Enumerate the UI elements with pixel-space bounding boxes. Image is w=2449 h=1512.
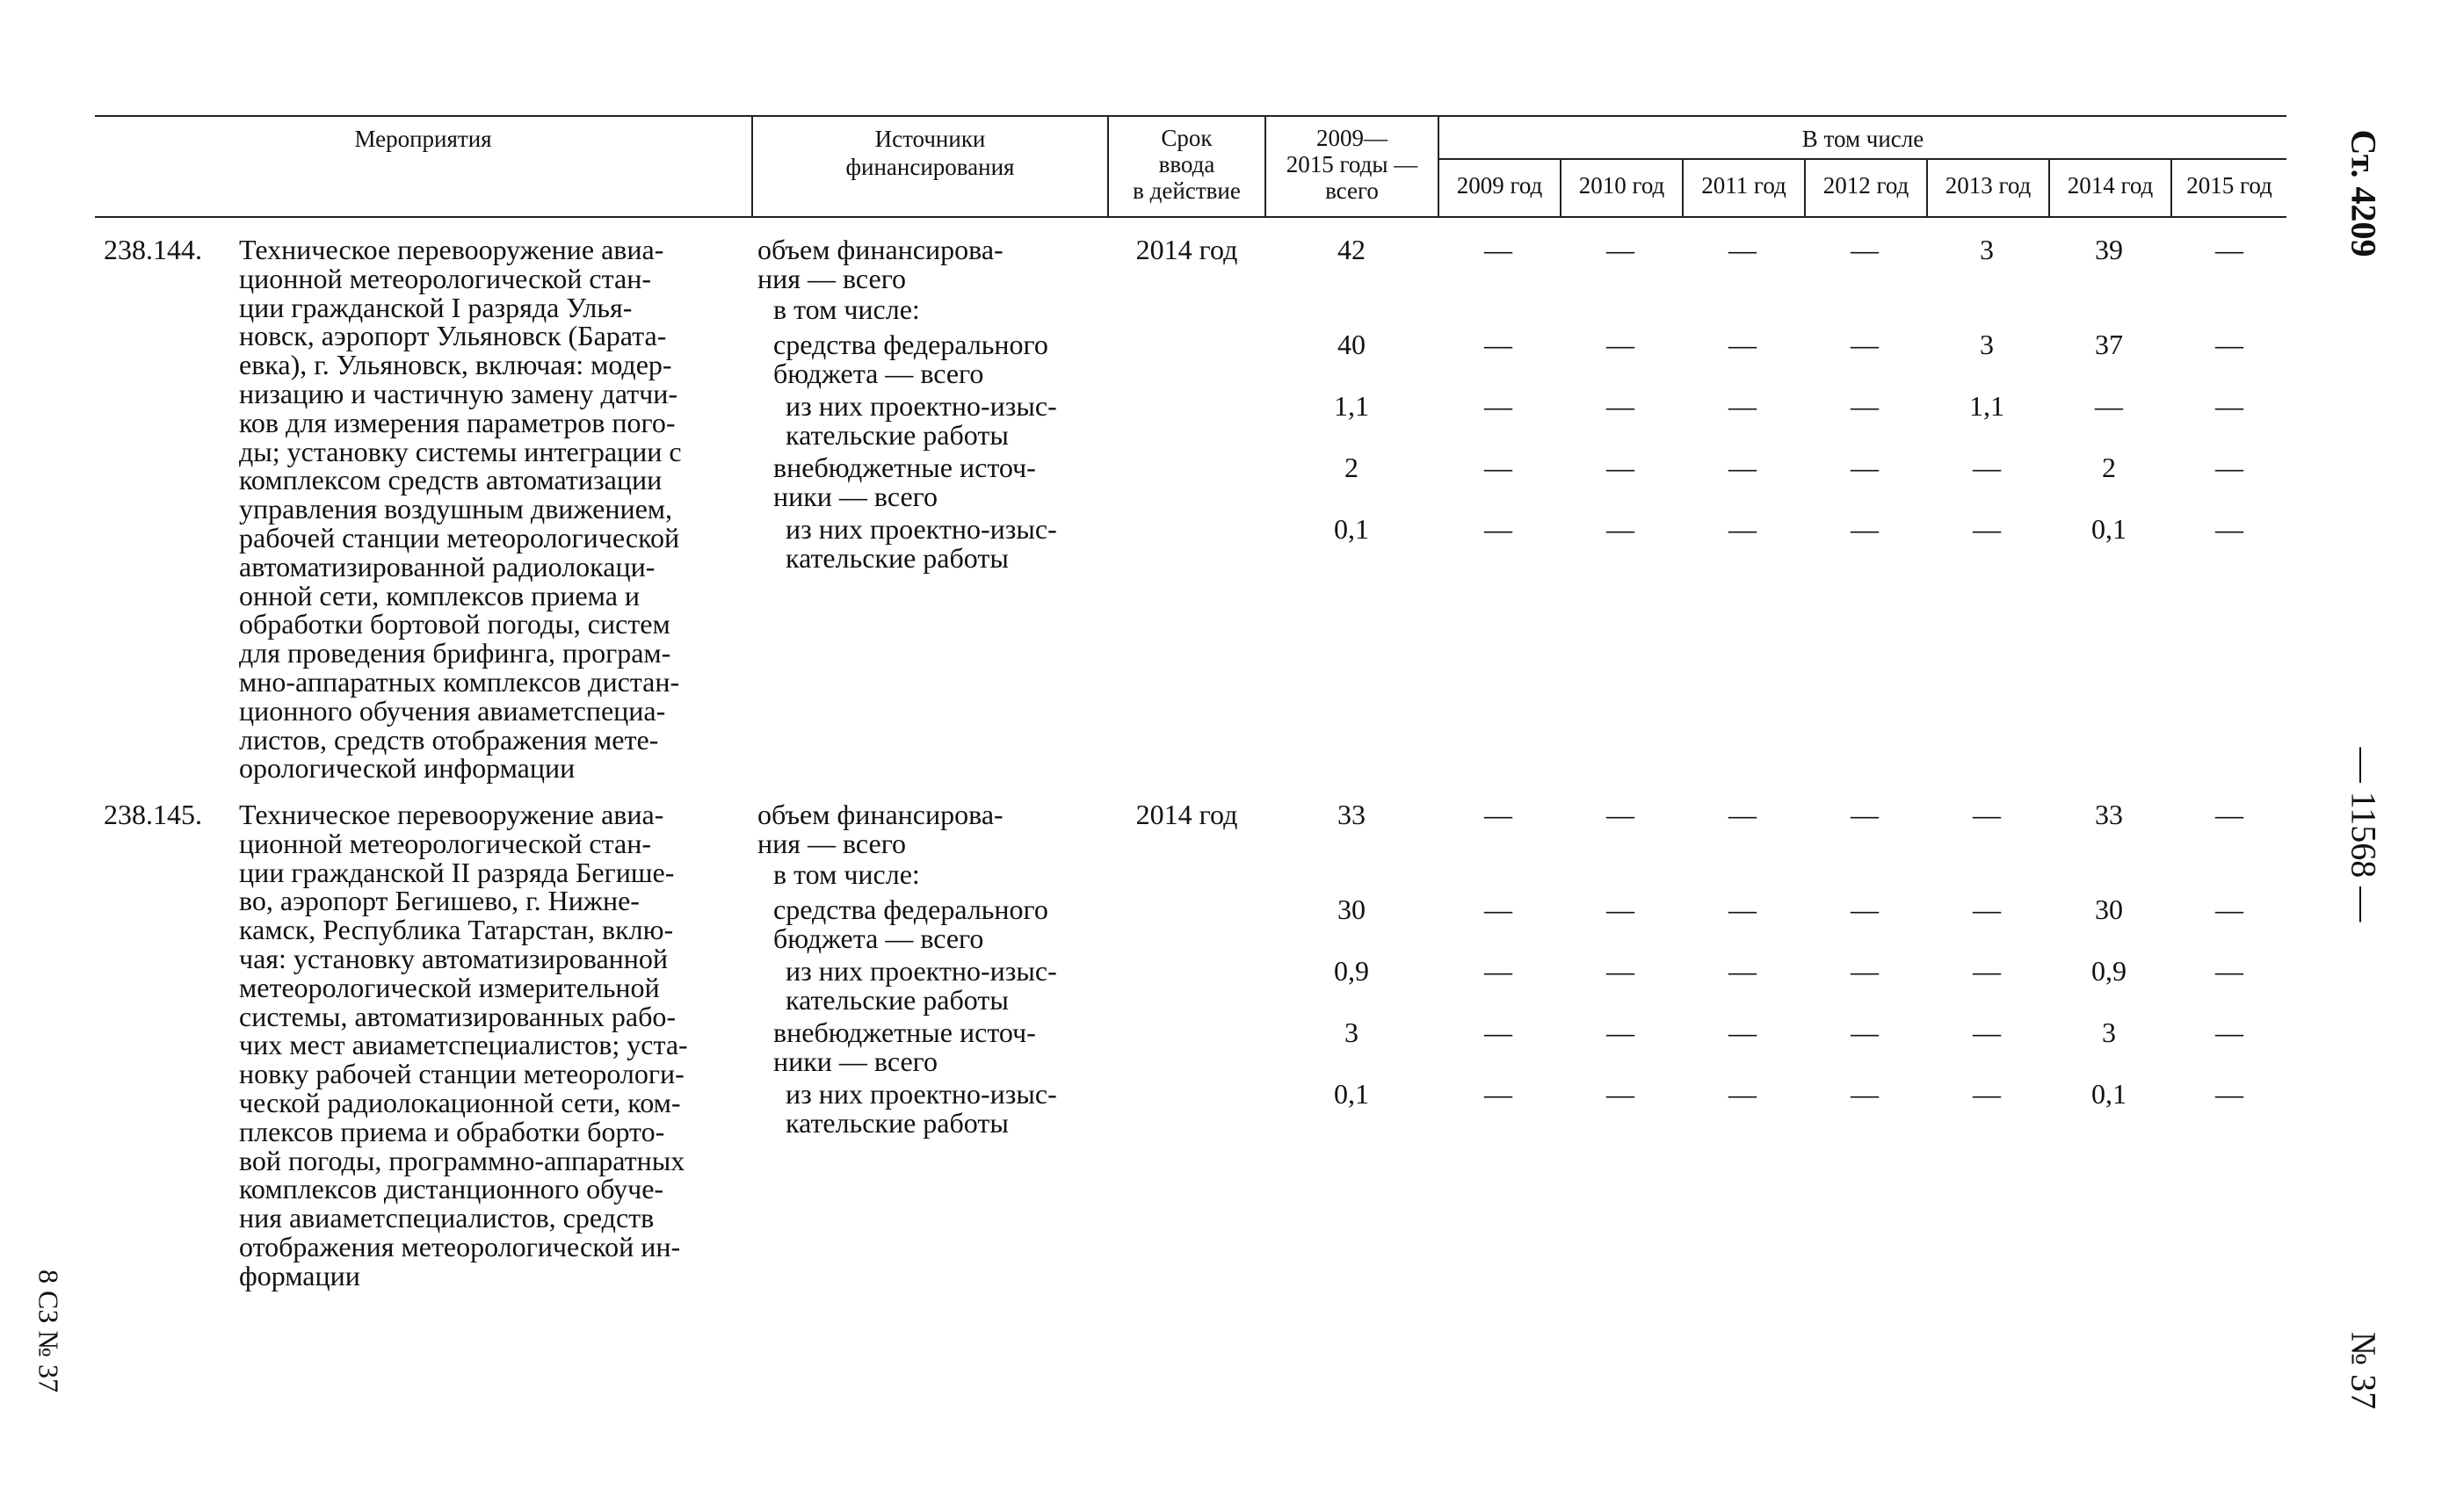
header-total-line: всего xyxy=(1325,177,1379,204)
measure-line: ционной метеорологической стан- xyxy=(239,827,651,859)
year-value: — xyxy=(1728,893,1757,925)
year-value: — xyxy=(1973,893,2001,925)
year-value: — xyxy=(2215,390,2243,422)
funding-source-line: средства федерального xyxy=(773,893,1048,925)
total-value: 0,1 xyxy=(1334,513,1369,545)
year-value: — xyxy=(2215,955,2243,987)
measure-line: новку рабочей станции метеорологи- xyxy=(239,1058,685,1090)
year-value: — xyxy=(1851,329,1879,360)
year-value: — xyxy=(2215,329,2243,360)
year-value: — xyxy=(1851,1016,1879,1048)
funding-source xyxy=(773,453,1091,511)
funding-source xyxy=(773,860,1091,889)
measure-description xyxy=(239,235,736,783)
funding-source xyxy=(786,957,1091,1015)
year-value: — xyxy=(2215,1078,2243,1110)
funding-source-line: объем финансирова- xyxy=(757,799,1004,830)
year-value: — xyxy=(1484,955,1512,987)
header-year: 2012 год xyxy=(1822,172,1909,199)
measure-line: ческой радиолокационной сети, ком- xyxy=(239,1086,681,1118)
funding-source-line: кательские работы xyxy=(786,1107,1009,1139)
measure-line: метеорологической измерительной xyxy=(239,971,660,1003)
measure-line: онной сети, комплексов приема и xyxy=(239,579,641,611)
header-mid-rule xyxy=(1438,158,2286,160)
year-value: — xyxy=(1851,513,1879,545)
header-bottom-rule xyxy=(95,216,2286,218)
total-value: 33 xyxy=(1337,799,1366,830)
year-value: — xyxy=(1728,955,1757,987)
year-value: — xyxy=(1728,452,1757,483)
measure-line: обработки бортовой погоды, систем xyxy=(239,608,670,640)
year-value: — xyxy=(1606,893,1634,925)
measure-line: автоматизированной радиолокаци- xyxy=(239,550,656,582)
total-value: 0,1 xyxy=(1334,1078,1369,1110)
year-value: — xyxy=(1728,513,1757,545)
header-term-line: ввода xyxy=(1158,151,1215,177)
year-value: — xyxy=(1973,955,2001,987)
year-value: — xyxy=(1606,452,1634,483)
total-value: 2 xyxy=(1344,452,1359,483)
funding-source-line: из них проектно-изыс- xyxy=(786,955,1057,987)
year-value: — xyxy=(1606,329,1634,360)
year-value: 2 xyxy=(2102,452,2116,483)
measure-line: вой погоды, программно-аппаратных xyxy=(239,1144,685,1176)
funding-source-line: из них проектно-изыс- xyxy=(786,390,1057,422)
year-value: — xyxy=(1973,513,2001,545)
year-value: — xyxy=(1484,234,1512,265)
measure-line: ков для измерения параметров пого- xyxy=(239,406,676,438)
year-value: — xyxy=(1606,1016,1634,1048)
header-total xyxy=(1266,125,1438,204)
year-value: — xyxy=(1484,799,1512,830)
measure-line: чая: установку автоматизированной xyxy=(239,942,669,974)
year-value: — xyxy=(2095,390,2123,422)
funding-source-line: кательские работы xyxy=(786,984,1009,1016)
year-value: — xyxy=(1606,513,1634,545)
measure-line: рабочей станции метеорологической xyxy=(239,521,680,553)
issue-number-right: № 37 xyxy=(2344,1331,2384,1410)
year-value: — xyxy=(1606,390,1634,422)
year-value: 0,1 xyxy=(2091,513,2127,545)
year-value: — xyxy=(1484,513,1512,545)
funding-source-line: ники — всего xyxy=(773,481,938,512)
measure-line: ционной метеорологической стан- xyxy=(239,262,651,294)
header-year: 2013 год xyxy=(1945,172,2032,199)
measure-description xyxy=(239,800,736,1291)
page-ref: Ст. 4209 xyxy=(2344,129,2384,257)
year-value: — xyxy=(1851,799,1879,830)
header-sources xyxy=(753,125,1107,181)
year-value: 33 xyxy=(2095,799,2123,830)
commissioning-term: 2014 год xyxy=(1135,799,1238,830)
year-value: — xyxy=(1973,452,2001,483)
funding-source xyxy=(773,1018,1091,1076)
measure-line: Техническое перевооружение авиа- xyxy=(239,799,664,830)
year-value: — xyxy=(1973,1078,2001,1110)
header-sources-line: Источники xyxy=(874,126,986,152)
measure-line: для проведения брифинга, програм- xyxy=(239,637,671,669)
year-value: — xyxy=(2215,1016,2243,1048)
header-including: В том числе xyxy=(1801,126,1924,152)
funding-source-line: в том числе: xyxy=(773,293,920,325)
header-term xyxy=(1109,125,1264,204)
year-value: 37 xyxy=(2095,329,2123,360)
year-value: — xyxy=(2215,452,2243,483)
funding-source xyxy=(786,392,1091,450)
year-value: — xyxy=(2215,893,2243,925)
funding-source-line: средства федерального xyxy=(773,329,1048,360)
year-value: — xyxy=(1851,452,1879,483)
year-value: — xyxy=(1484,452,1512,483)
year-value: — xyxy=(1728,1078,1757,1110)
year-value: — xyxy=(1484,329,1512,360)
funding-source xyxy=(773,895,1091,953)
header-year: 2010 год xyxy=(1578,172,1665,199)
year-value: 1,1 xyxy=(1969,390,2004,422)
header-year: 2009 год xyxy=(1456,172,1543,199)
year-value: — xyxy=(1728,1016,1757,1048)
measure-line: евка), г. Ульяновск, включая: модер- xyxy=(239,349,672,381)
year-value: — xyxy=(1728,799,1757,830)
year-value: — xyxy=(1851,390,1879,422)
funding-source-line: кательские работы xyxy=(786,419,1009,451)
measure-line: ния авиаметспециалистов, средств xyxy=(239,1202,655,1234)
funding-source-line: внебюджетные источ- xyxy=(773,452,1036,483)
year-value: — xyxy=(1484,390,1512,422)
issue-number-left: 8 СЗ № 37 xyxy=(33,1270,65,1393)
funding-source-line: в том числе: xyxy=(773,858,920,890)
measure-line: новск, аэропорт Ульяновск (Барата- xyxy=(239,320,667,352)
measure-line: комплексом средств автоматизации xyxy=(239,464,663,496)
year-value: — xyxy=(1728,390,1757,422)
row-id: 238.144. xyxy=(104,234,202,265)
year-value: — xyxy=(1851,234,1879,265)
year-value: — xyxy=(1973,1016,2001,1048)
total-value: 40 xyxy=(1337,329,1366,360)
year-value: 39 xyxy=(2095,234,2123,265)
header-term-line: Срок xyxy=(1161,125,1213,151)
header-year: 2011 год xyxy=(1701,172,1786,199)
year-value: — xyxy=(1484,1016,1512,1048)
funding-source-line: из них проектно-изыс- xyxy=(786,513,1057,545)
measure-line: ды; установку системы интеграции с xyxy=(239,435,682,467)
year-value: — xyxy=(1606,955,1634,987)
total-value: 0,9 xyxy=(1334,955,1369,987)
funding-source xyxy=(773,295,1091,324)
year-value: — xyxy=(1851,1078,1879,1110)
measure-line: Техническое перевооружение авиа- xyxy=(239,234,664,265)
header-term-line: в действие xyxy=(1133,177,1241,204)
header-top-rule xyxy=(95,115,2286,117)
measure-line: листов, средств отображения мете- xyxy=(239,723,659,756)
year-value: — xyxy=(1606,799,1634,830)
year-value: — xyxy=(1606,1078,1634,1110)
year-value: — xyxy=(2215,799,2243,830)
year-value: — xyxy=(1851,893,1879,925)
year-value: 0,1 xyxy=(2091,1078,2127,1110)
measure-line: во, аэропорт Бегишево, г. Нижне- xyxy=(239,885,640,917)
measure-line: мно-аппаратных комплексов дистан- xyxy=(239,665,680,698)
year-value: 30 xyxy=(2095,893,2123,925)
year-value: 3 xyxy=(2102,1016,2116,1048)
row-id: 238.145. xyxy=(104,799,202,830)
funding-source xyxy=(773,330,1091,388)
header-total-line: 2015 годы — xyxy=(1286,151,1418,177)
funding-source xyxy=(757,235,1091,293)
funding-source-line: ния — всего xyxy=(757,263,907,294)
funding-source xyxy=(786,1080,1091,1138)
funding-source-line: ния — всего xyxy=(757,828,907,859)
total-value: 1,1 xyxy=(1334,390,1369,422)
funding-source-line: объем финансирова- xyxy=(757,234,1004,265)
measure-line: ции гражданской II разряда Бегише- xyxy=(239,856,675,888)
year-value: — xyxy=(2215,234,2243,265)
commissioning-term: 2014 год xyxy=(1135,234,1238,265)
measure-line: ционного обучения авиаметспециа- xyxy=(239,694,666,727)
funding-source xyxy=(786,515,1091,573)
year-value: — xyxy=(1484,1078,1512,1110)
measure-line: камск, Республика Татарстан, вклю- xyxy=(239,914,674,946)
year-value: — xyxy=(1851,955,1879,987)
measure-line: ции гражданской I разряда Улья- xyxy=(239,291,633,323)
funding-source-line: из них проектно-изыс- xyxy=(786,1078,1057,1110)
funding-source-line: внебюджетные источ- xyxy=(773,1016,1036,1048)
header-year: 2014 год xyxy=(2067,172,2154,199)
year-value: 3 xyxy=(1980,329,1994,360)
year-value: — xyxy=(1606,234,1634,265)
doc-number: — 11568 — xyxy=(2344,747,2384,922)
year-value: — xyxy=(1484,893,1512,925)
measure-line: системы, автоматизированных рабо- xyxy=(239,1000,676,1032)
measure-line: формации xyxy=(239,1259,360,1291)
header-year: 2015 год xyxy=(2186,172,2272,199)
header-measures: Мероприятия xyxy=(354,126,492,152)
measure-line: низацию и частичную замену датчи- xyxy=(239,377,678,409)
measure-line: чих мест авиаметспециалистов; уста- xyxy=(239,1029,688,1061)
year-value: — xyxy=(1973,799,2001,830)
year-value: 0,9 xyxy=(2091,955,2127,987)
measure-line: орологической информации xyxy=(239,752,576,785)
total-value: 30 xyxy=(1337,893,1366,925)
header-total-line: 2009— xyxy=(1316,125,1388,151)
year-value: 3 xyxy=(1980,234,1994,265)
funding-source-line: бюджета — всего xyxy=(773,922,984,954)
funding-source-line: бюджета — всего xyxy=(773,358,984,389)
measure-line: управления воздушным движением, xyxy=(239,493,673,525)
year-value: — xyxy=(1728,329,1757,360)
total-value: 42 xyxy=(1337,234,1366,265)
measure-line: комплексов дистанционного обуче- xyxy=(239,1173,664,1205)
funding-source-line: ники — всего xyxy=(773,1045,938,1077)
funding-source xyxy=(757,800,1091,858)
total-value: 3 xyxy=(1344,1016,1359,1048)
year-value: — xyxy=(2215,513,2243,545)
measure-line: плексов приема и обработки борто- xyxy=(239,1115,665,1147)
funding-source-line: кательские работы xyxy=(786,542,1009,574)
year-value: — xyxy=(1728,234,1757,265)
header-sources-line: финансирования xyxy=(845,154,1015,180)
measure-line: отображения метеорологической ин- xyxy=(239,1230,681,1262)
